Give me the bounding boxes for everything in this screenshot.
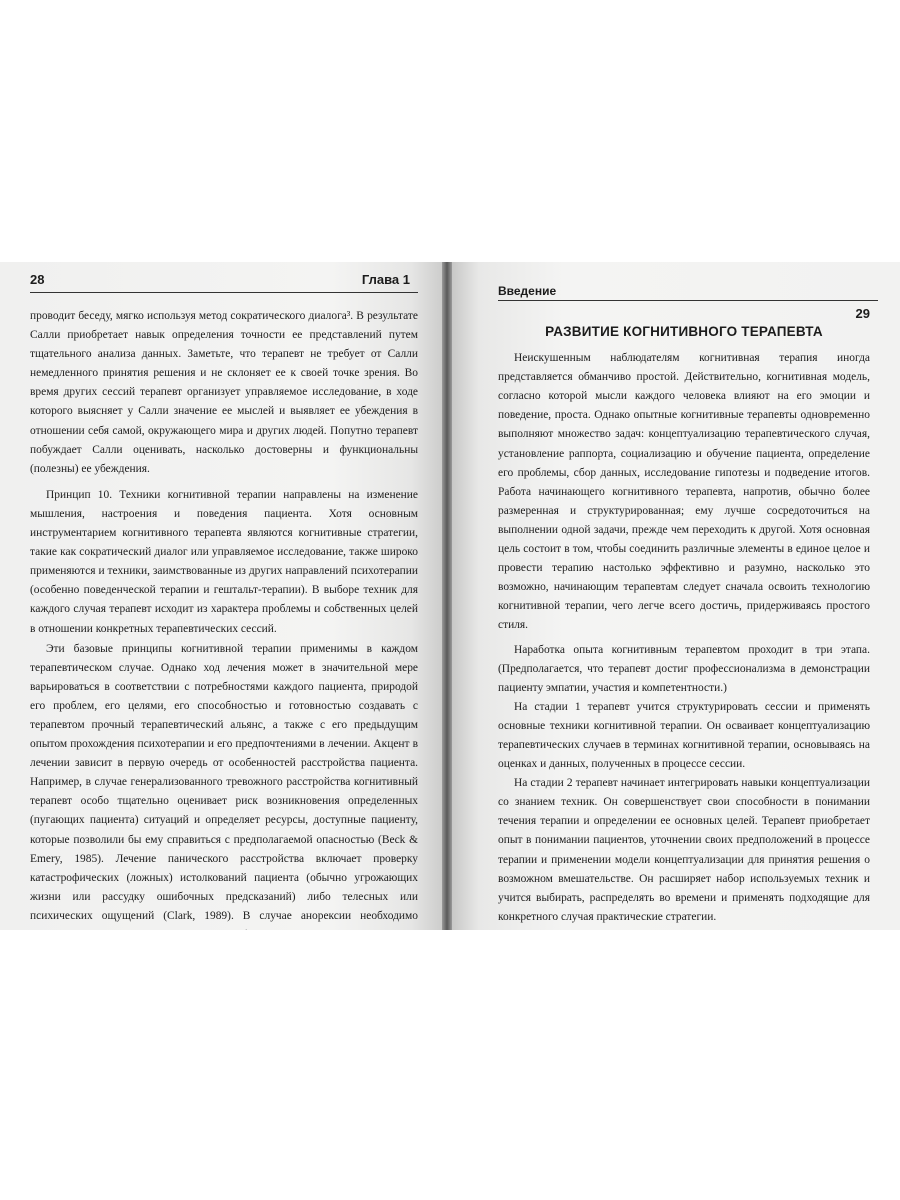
- paragraph: Неискушенным наблюдателям когнитивная терапия иногда представляется обманчиво простой. Действительно, когнитивная модель, согласно которой мысли каждого человека влияют на его эмоции и поведение, проста. Однако опытные когнитивные терапевты одновременно выполняют множество задач: концептуализацию терапевтического случая, установление раппорта, социализацию и обучение пациента, определение его проблемы, сбор данных, исследование гипотезы и подведение итогов. Работа начинающего когнитивного терапевта, напротив, обычно более размеренная и структурированная; ему лучше сосредоточиться на выполнении одной задачи, прежде чем переходить к другой. Хотя основная цель состоит в том, чтобы соединить различные элементы в единое целое и провести терапию настолько эффективно и разумно, насколько это возможно, начинающим терапевтам следует сначала освоить технологию когнитивной терапии, чего легче всего достичь, придерживаясь простого стиля.: [498, 352, 870, 632]
- paragraph: Эти базовые принципы когнитивной терапии применимы в каждом терапевтическом случае. Однако ход лечения может в значительной мере варьироваться в соответствии с потребностями каждого пациента, природой его проблем, его целями, его способностью и готовностью создавать с терапевтом прочный терапевтический альянс, а также с его предыдущим опытом прохождения психотерапии и его предпочтениями в лечении. Акцент в лечении зависит в первую очередь от особенностей расстройства пациента. Например, в случае генерализованного тревожного расстройства когнитивный терапевт особо тщательно оценивает риск возникновения определенных (пугающих пациента) ситуаций и определяет ресурсы, доступные пациенту, которые позволили бы ему справиться с предполагаемой опасностью (Beck & Emery, 1985). Лечение панического расстройства включает проверку катастрофических (ложных) истолкований пациента (обычно угрожающих жизни или рассудку ошибочных предсказаний) либо телесных или психических ощущений (Clark, 1989). В случае анорексии необходимо: [30, 642, 418, 922]
- section-heading: РАЗВИТИЕ КОГНИТИВНОГО ТЕРАПЕВТА: [545, 324, 823, 339]
- book-spine: [442, 262, 452, 930]
- left-running-head: [30, 270, 418, 293]
- open-book: [0, 262, 900, 930]
- left-page: [0, 262, 442, 930]
- right-running-head: [498, 282, 870, 321]
- page-number-left: 28: [30, 272, 45, 287]
- header-rule: [498, 300, 878, 301]
- section-title: Введение: [498, 284, 557, 298]
- principle-paragraph: Принцип 10. Техники когнитивной терапии направлены на изменение мышления, настроения и поведения пациента. Хотя основным инструментарием когнитивного терапевта являются когнитивные стратегии, такие как сократический диалог или управляемое исследование, также широко применяются и техники, заимствованные из других направлений психотерапии (особенно поведенческой терапии и гештальт-терапии). В выборе техник для каждого случая терапевт исходит из характера проблемы и собственных целей в отношении конкретных терапевтических сессий.: [30, 488, 418, 635]
- paragraph: На стадии 2 терапевт начинает интегрировать навыки концептуализации со знанием техник. Он совершенствует свои способности в понимании течения терапии и определении ее основных целей. Терапевт приобретает опыт в понимании пациентов, уточнении своих предположений в процессе терапии и применении модели концептуализации для принятия решения о возможном вмешательстве. Он расширяет набор используемых техник и учится выбирать, распределять во времени и применять подходящие для конкретного случая практические стратегии.: [498, 777, 870, 923]
- paragraph: Наработка опыта когнитивным терапевтом проходит в три этапа. (Предполагается, что терапевт достиг профессионализма в демонстрации пациенту эмпатии, участия и компетентности.): [498, 643, 870, 694]
- page-number-right: 29: [855, 306, 870, 321]
- paragraph: На стадии 1 терапевт учится структурировать сессии и применять основные техники когнитивной терапии. Он осваивает концептуализацию терапевтических случаев в терминах когнитивной терапии, основываясь на оценках и данных, полученных в процессе сессии.: [498, 700, 870, 771]
- paragraph: проводит беседу, мягко используя метод сократического диалога³. В результате Салли приобретает навык определения точности ее представлений путем тщательного анализа данных. Заметьте, что терапевт не требует от Салли немедленного принятия решения и не склоняет ее к своей точке зрения. Во время других сессий терапевт организует управляемое исследование, в ходе которого выясняет у Салли значение ее мыслей и выявляет ее убеждения в отношении себя самой, окружающего мира и других людей. Попутно терапевт побуждает Салли оценивать, насколько достоверны и функциональны (полезны) ее убеждения.: [30, 310, 418, 475]
- right-page: [452, 262, 900, 930]
- chapter-title: Глава 1: [361, 272, 410, 287]
- background-bottom: [0, 930, 900, 1200]
